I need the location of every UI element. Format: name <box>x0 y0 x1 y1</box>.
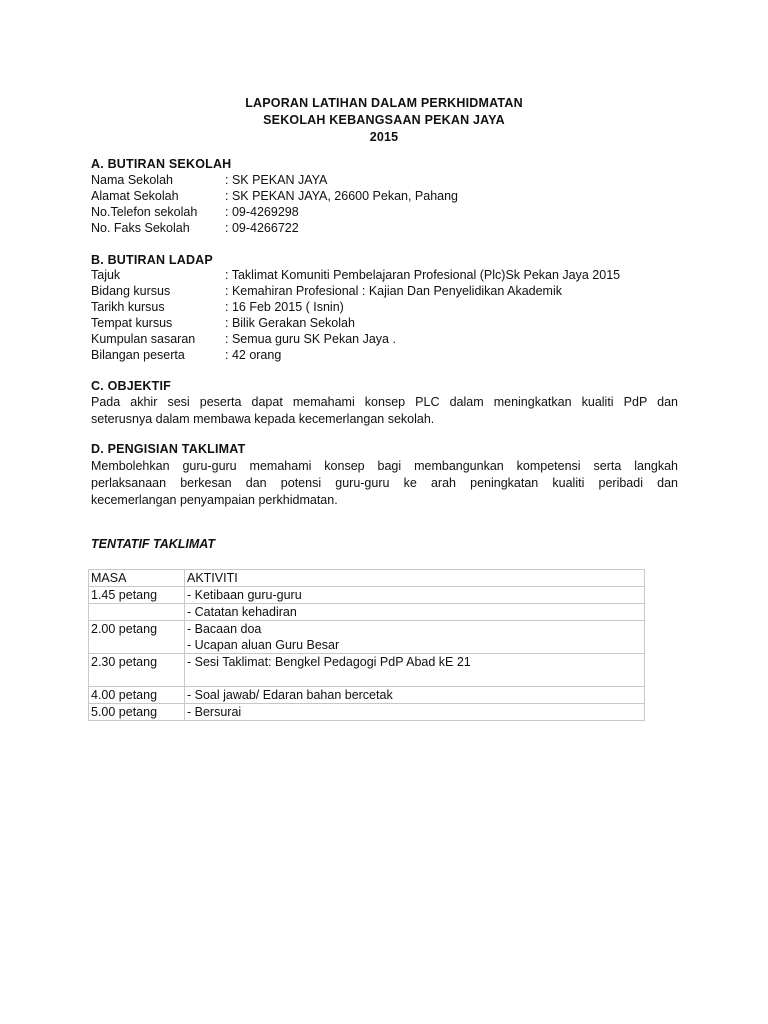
ladap-detail-value: : Kemahiran Profesional : Kajian Dan Penyelidikan Akademik <box>225 284 562 298</box>
title-line-1: LAPORAN LATIHAN DALAM PERKHIDMATAN <box>245 96 523 110</box>
section-d-heading: D. PENGISIAN TAKLIMAT <box>91 442 246 456</box>
schedule-header-row <box>89 570 645 587</box>
header-masa: MASA <box>89 570 185 587</box>
school-detail-key: No. Faks Sekolah <box>91 221 190 235</box>
ladap-detail-key: Kumpulan sasaran <box>91 332 196 346</box>
section-c-paragraph <box>91 394 678 428</box>
tentatif-heading: TENTATIF TAKLIMAT <box>91 537 216 551</box>
ladap-detail-value: : 16 Feb 2015 ( Isnin) <box>225 300 344 314</box>
section-b-heading: B. BUTIRAN LADAP <box>91 253 213 267</box>
ladap-detail-value: : Bilik Gerakan Sekolah <box>225 316 355 330</box>
schedule-masa-cell: 1.45 petang <box>89 587 185 604</box>
schedule-aktiviti-cell <box>185 587 645 604</box>
schedule-activity-line: - Ucapan aluan Guru Besar <box>187 638 340 652</box>
school-detail-value: : SK PEKAN JAYA, 26600 Pekan, Pahang <box>225 189 459 203</box>
school-detail-key: No.Telefon sekolah <box>91 205 198 219</box>
ladap-detail-key: Bilangan peserta <box>91 348 185 362</box>
document-title <box>0 95 768 146</box>
section-a-heading: A. BUTIRAN SEKOLAH <box>91 157 232 171</box>
schedule-aktiviti-cell <box>185 687 645 704</box>
schedule-masa-cell: 5.00 petang <box>89 704 185 721</box>
ladap-detail-key: Bidang kursus <box>91 284 171 298</box>
title-line-2: SEKOLAH KEBANGSAAN PEKAN JAYA <box>263 113 505 127</box>
schedule-masa-cell <box>89 604 185 621</box>
section-d-line: perlaksanaan berkesan dan potensi guru-guru ke arah peningkatan kualiti peribadi dan <box>91 476 678 490</box>
schedule-masa-cell: 2.00 petang <box>89 621 185 654</box>
schedule-aktiviti-cell <box>185 704 645 721</box>
schedule-table <box>88 569 645 721</box>
header-aktiviti: AKTIVITI <box>185 570 645 587</box>
schedule-activity-line: - Ketibaan guru-guru <box>187 588 302 602</box>
section-d-line: Membolehkan guru-guru memahami konsep bagi membangunkan kompetensi serta langkah <box>91 459 678 473</box>
schedule-row <box>89 704 645 721</box>
ladap-detail-value: : Taklimat Komuniti Pembelajaran Profesional (Plc)Sk Pekan Jaya 2015 <box>225 268 621 282</box>
school-detail-key: Nama Sekolah <box>91 173 173 187</box>
section-d-line: kecemerlangan penyampaian perkhidmatan. <box>91 493 338 507</box>
school-detail-key: Alamat Sekolah <box>91 189 179 203</box>
schedule-row <box>89 604 645 621</box>
schedule-masa-cell: 4.00 petang <box>89 687 185 704</box>
ladap-detail-value: : 42 orang <box>225 348 282 362</box>
title-line-3: 2015 <box>369 130 399 144</box>
schedule-aktiviti-cell <box>185 654 645 687</box>
schedule-masa-cell: 2.30 petang <box>89 654 185 687</box>
ladap-detail-key: Tarikh kursus <box>91 300 165 314</box>
section-c-heading: C. OBJEKTIF <box>91 379 171 393</box>
school-detail-value: : 09-4266722 <box>225 221 299 235</box>
ladap-detail-key: Tempat kursus <box>91 316 173 330</box>
section-c-line: seterusnya dalam membawa kepada kecemerlangan sekolah. <box>91 412 435 426</box>
schedule-row <box>89 687 645 704</box>
schedule-activity-line: - Bacaan doa <box>187 622 262 636</box>
schedule-row <box>89 621 645 654</box>
schedule-activity-line <box>187 670 642 686</box>
section-d-paragraph <box>91 458 678 509</box>
school-detail-value: : SK PEKAN JAYA <box>225 173 328 187</box>
schedule-aktiviti-cell <box>185 621 645 654</box>
schedule-row <box>89 587 645 604</box>
ladap-detail-value: : Semua guru SK Pekan Jaya . <box>225 332 396 346</box>
schedule-row <box>89 654 645 687</box>
ladap-detail-key: Tajuk <box>91 268 121 282</box>
section-c-line: Pada akhir sesi peserta dapat memahami konsep PLC dalam meningkatkan kualiti PdP dan <box>91 395 678 409</box>
schedule-aktiviti-cell <box>185 604 645 621</box>
schedule-activity-line: - Soal jawab/ Edaran bahan bercetak <box>187 688 393 702</box>
schedule-activity-line: - Bersurai <box>187 705 242 719</box>
school-detail-value: : 09-4269298 <box>225 205 299 219</box>
schedule-activity-line: - Catatan kehadiran <box>187 605 297 619</box>
schedule-activity-line: - Sesi Taklimat: Bengkel Pedagogi PdP Abad kE 21 <box>187 655 471 669</box>
